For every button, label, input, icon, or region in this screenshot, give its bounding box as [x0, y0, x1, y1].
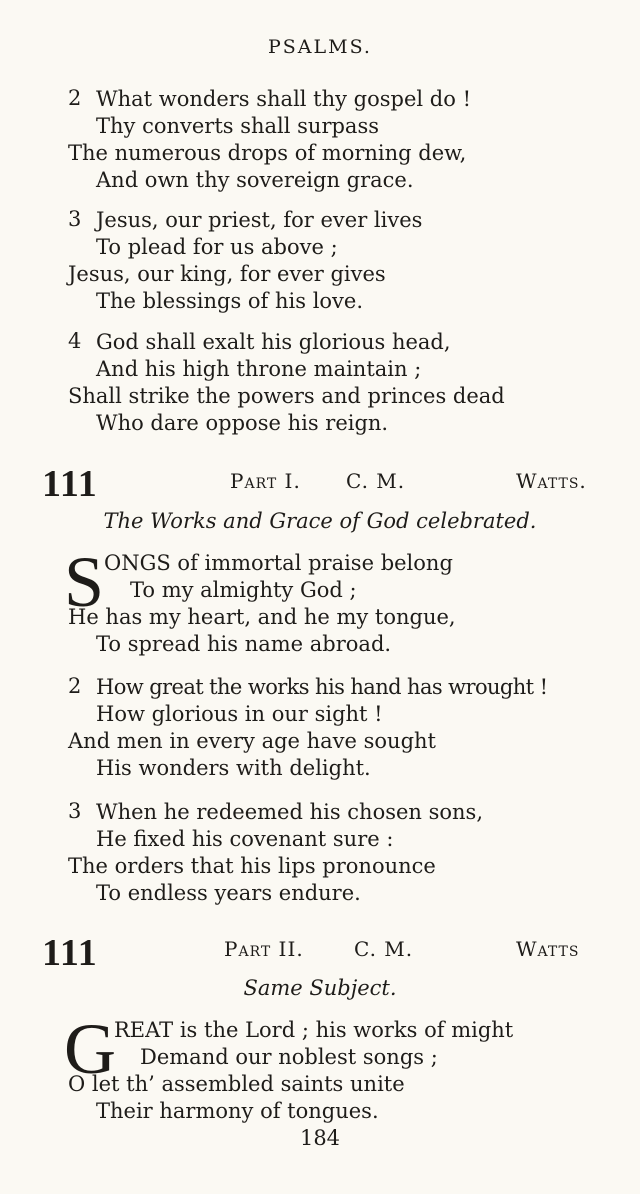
hymn-subtitle: Same Subject. — [243, 976, 397, 1000]
hymn-meter: C. M. — [354, 937, 414, 961]
verse-line: And own thy sovereign grace. — [96, 168, 414, 192]
verse-line: O let th’ assembled saints unite — [68, 1072, 405, 1096]
stanza-number: 4 — [68, 329, 82, 353]
verse-line: To spread his name abroad. — [96, 632, 392, 656]
verse-line: He fixed his covenant sure : — [96, 827, 394, 851]
verse-line: How great the works his hand has wrought ! — [96, 675, 548, 699]
hymn-part: Part II. — [224, 937, 304, 961]
hymn-number: 111 — [42, 463, 98, 505]
stanza-number: 3 — [68, 799, 82, 823]
verse-line: And his high throne maintain ; — [96, 357, 422, 381]
verse-line: The numerous drops of morning dew, — [68, 141, 467, 165]
hymn-meter: C. M. — [346, 469, 406, 493]
verse-line: God shall exalt his glorious head, — [96, 330, 451, 354]
stanza-number: 2 — [68, 674, 82, 698]
hymn-author: Watts — [516, 937, 580, 961]
verse-line: REAT is the Lord ; his works of might — [114, 1018, 514, 1042]
verse-line: Jesus, our king, for ever gives — [68, 262, 386, 286]
stanza-number: 2 — [68, 86, 82, 110]
verse-line: The orders that his lips pronounce — [68, 854, 436, 878]
verse-line: Their harmony of tongues. — [96, 1099, 379, 1123]
verse-line: To my almighty God ; — [130, 578, 357, 602]
page-number: 184 — [299, 1126, 341, 1150]
verse-line: Demand our noblest songs ; — [140, 1045, 438, 1069]
verse-line: When he redeemed his chosen sons, — [96, 800, 484, 824]
running-header: PSALMS. — [268, 36, 372, 58]
hymn-author: Watts. — [516, 469, 587, 493]
verse-line: The blessings of his love. — [96, 289, 364, 313]
drop-cap: G — [64, 1009, 116, 1089]
verse-line: To endless years endure. — [96, 881, 361, 905]
verse-line: Thy converts shall surpass — [96, 114, 380, 138]
hymn-part: Part I. — [230, 469, 301, 493]
verse-line: His wonders with delight. — [96, 756, 371, 780]
hymn-number: 111 — [42, 932, 98, 974]
verse-line: To plead for us above ; — [96, 235, 338, 259]
stanza-number: 3 — [68, 207, 82, 231]
verse-line: And men in every age have sought — [68, 729, 436, 753]
verse-line: What wonders shall thy gospel do ! — [96, 87, 472, 111]
hymn-subtitle: The Works and Grace of God celebrated. — [103, 509, 537, 533]
verse-line: How glorious in our sight ! — [96, 702, 383, 726]
verse-line: Jesus, our priest, for ever lives — [96, 208, 423, 232]
verse-line: ONGS of immortal praise belong — [104, 551, 453, 575]
drop-cap: S — [64, 542, 105, 622]
verse-line: Who dare oppose his reign. — [96, 411, 389, 435]
verse-line: He has my heart, and he my tongue, — [68, 605, 456, 629]
verse-line: Shall strike the powers and princes dead — [68, 384, 505, 408]
